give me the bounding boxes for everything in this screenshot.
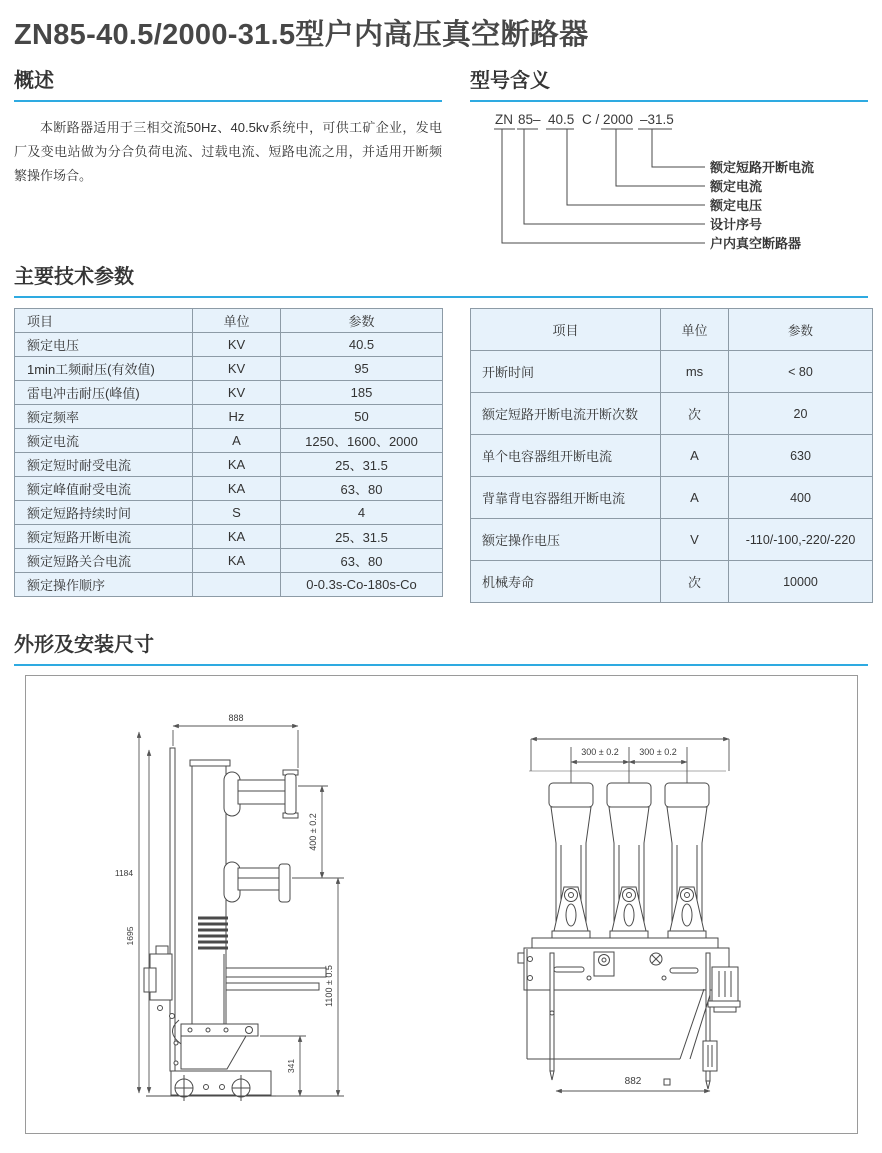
table-header-row (471, 309, 873, 351)
front-view-drawing (494, 731, 839, 1101)
param-unit: Hz (193, 405, 281, 429)
model-part-zn: ZN (495, 112, 513, 127)
dim-label-341: 341 (286, 1058, 296, 1074)
param-unit: ms (661, 351, 729, 393)
col-header-unit: 单位 (661, 309, 729, 351)
pole-left (549, 783, 593, 938)
side-view-drawing (86, 686, 396, 1136)
param-unit: KV (193, 357, 281, 381)
overview-body: 本断路器适用于三相交流50Hz、40.5kv系统中，可供工矿企业，发电厂及变电站做为分合负荷电流、过载电流、短路电流之用，并适用开断频繁操作场合。 (14, 120, 442, 184)
section-overview (14, 64, 442, 188)
table-row (471, 477, 873, 519)
model-label-rated-voltage: 额定电压 (710, 198, 763, 213)
table-row (15, 381, 443, 405)
table-row (471, 561, 873, 603)
table-row (471, 393, 873, 435)
dim-label-1184: 1184 (114, 868, 134, 878)
table-row (15, 429, 443, 453)
param-name: 1min工频耐压(有效值) (15, 357, 193, 381)
dim-label-400: 400 ± 0.2 (308, 813, 318, 851)
param-value: 95 (281, 357, 443, 381)
model-label-breaking-current: 额定短路开断电流 (710, 160, 815, 175)
param-value: 185 (281, 381, 443, 405)
param-unit: KV (193, 333, 281, 357)
blue-rule (14, 100, 442, 102)
blue-rule (14, 296, 868, 298)
param-unit: 次 (661, 393, 729, 435)
overview-heading: 概述 (14, 70, 54, 92)
param-value: 40.5 (281, 333, 443, 357)
param-value: 10000 (729, 561, 873, 603)
param-value: 630 (729, 435, 873, 477)
param-name: 额定短路关合电流 (15, 549, 193, 573)
dim-label-300-1: 300 ± 0.2 (581, 747, 619, 757)
table-row (471, 435, 873, 477)
table-row (15, 405, 443, 429)
model-part-c: C / (582, 112, 600, 127)
param-value: 20 (729, 393, 873, 435)
dim-label-1100: 1100 ± 0.5 (324, 965, 334, 1007)
section-tech-params (14, 260, 868, 593)
table-row (15, 525, 443, 549)
pole-right (665, 783, 709, 938)
section-outline-dimensions (14, 628, 868, 1087)
param-value: 4 (281, 501, 443, 525)
param-unit: KA (193, 477, 281, 501)
param-name: 额定频率 (15, 405, 193, 429)
param-unit: A (661, 477, 729, 519)
param-unit: S (193, 501, 281, 525)
param-name: 额定操作电压 (471, 519, 661, 561)
col-header-value: 参数 (729, 309, 873, 351)
param-name: 额定电压 (15, 333, 193, 357)
param-name: 背靠背电容器组开断电流 (471, 477, 661, 519)
param-name: 额定短路开断电流开断次数 (471, 393, 661, 435)
param-value: 25、31.5 (281, 453, 443, 477)
param-name: 额定峰值耐受电流 (15, 477, 193, 501)
table-row (15, 501, 443, 525)
param-name: 机械寿命 (471, 561, 661, 603)
param-value: -110/-100,-220/-220 (729, 519, 873, 561)
model-designation-diagram (470, 110, 868, 262)
param-name: 额定电流 (15, 429, 193, 453)
page-title: ZN85-40.5/2000-31.5型户内高压真空断路器 (14, 19, 589, 51)
col-header-value: 参数 (281, 309, 443, 333)
param-unit: A (661, 435, 729, 477)
col-header-item: 项目 (471, 309, 661, 351)
dim-label-300-2: 300 ± 0.2 (639, 747, 677, 757)
model-part-85: 85– (518, 112, 541, 127)
param-unit: V (661, 519, 729, 561)
model-label-indoor-breaker: 户内真空断路器 (710, 236, 802, 251)
param-name: 单个电容器组开断电流 (471, 435, 661, 477)
param-unit: KA (193, 549, 281, 573)
param-value: 0-0.3s-Co-180s-Co (281, 573, 443, 597)
table-row (471, 351, 873, 393)
col-header-item: 项目 (15, 309, 193, 333)
param-unit: KA (193, 525, 281, 549)
param-value: 25、31.5 (281, 525, 443, 549)
blue-rule (470, 100, 868, 102)
pole-center (607, 783, 651, 938)
param-name: 额定短路开断电流 (15, 525, 193, 549)
param-value: 63、80 (281, 549, 443, 573)
param-value: 63、80 (281, 477, 443, 501)
dim-label-882: 882 (624, 1076, 642, 1087)
param-value: < 80 (729, 351, 873, 393)
param-name: 额定操作顺序 (15, 573, 193, 597)
table-row (15, 333, 443, 357)
outline-heading: 外形及安装尺寸 (14, 634, 154, 656)
param-name: 额定短时耐受电流 (15, 453, 193, 477)
table-row (15, 357, 443, 381)
breaker-side-body (144, 748, 331, 1101)
param-value: 1250、1600、2000 (281, 429, 443, 453)
tech-params-table-left (14, 308, 443, 597)
section-model-meaning (470, 64, 868, 267)
param-unit: KA (193, 453, 281, 477)
param-unit: 次 (661, 561, 729, 603)
table-row (15, 477, 443, 501)
drawing-box (25, 675, 858, 1134)
table-row (15, 453, 443, 477)
table-row (15, 549, 443, 573)
model-part-315: –31.5 (640, 112, 674, 127)
col-header-unit: 单位 (193, 309, 281, 333)
tech-params-heading: 主要技术参数 (14, 266, 134, 288)
model-label-design-serial: 设计序号 (710, 217, 763, 232)
blue-rule (14, 664, 868, 666)
param-name: 雷电冲击耐压(峰值) (15, 381, 193, 405)
param-value: 50 (281, 405, 443, 429)
table-row (15, 573, 443, 597)
tech-params-table-right (470, 308, 873, 603)
model-meaning-heading: 型号含义 (470, 70, 550, 92)
model-part-405: 40.5 (548, 112, 575, 127)
dim-label-888: 888 (228, 713, 244, 723)
dim-label-1695: 1695 (125, 926, 135, 946)
table-header-row (15, 309, 443, 333)
table-row (471, 519, 873, 561)
param-unit: KV (193, 381, 281, 405)
model-label-rated-current: 额定电流 (710, 179, 763, 194)
param-name: 开断时间 (471, 351, 661, 393)
param-value: 400 (729, 477, 873, 519)
param-name: 额定短路持续时间 (15, 501, 193, 525)
param-unit: A (193, 429, 281, 453)
model-part-2000: 2000 (603, 112, 634, 127)
breaker-front-body (518, 783, 740, 1089)
param-unit (193, 573, 281, 597)
